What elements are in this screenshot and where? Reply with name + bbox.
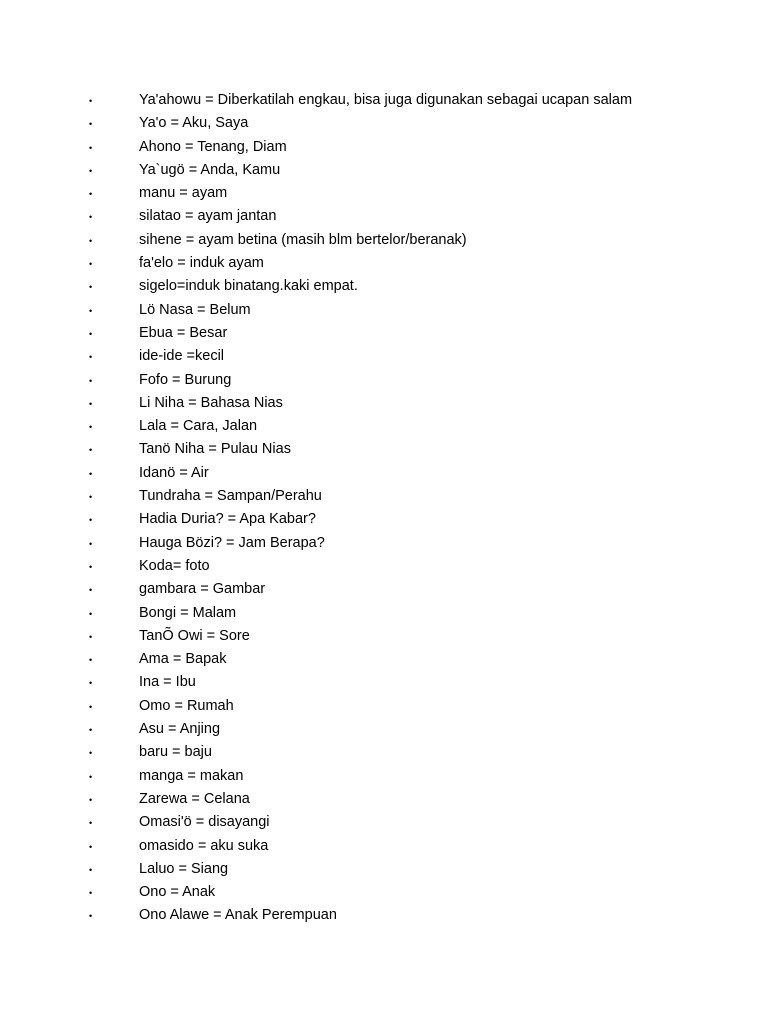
list-item [0, 485, 768, 508]
list-item [0, 741, 768, 764]
bullet-icon: • [89, 515, 93, 526]
bullet-icon: • [89, 96, 93, 106]
entry-text: silatao = ayam jantan [139, 208, 277, 225]
entry-text: Ebua = Besar [139, 324, 228, 341]
list-item [0, 182, 768, 205]
bullet-icon: • [89, 864, 93, 875]
list-item [0, 205, 768, 228]
entry-text: Fofo = Burung [139, 371, 232, 388]
list-item [0, 695, 768, 718]
entry-text: Lala = Cara, Jalan [139, 418, 258, 435]
entry-text: Li Niha = Bahasa Nias [139, 394, 283, 411]
list-item [0, 112, 768, 135]
list-item [0, 858, 768, 881]
list-item [0, 392, 768, 415]
entry-text: Idanö = Air [139, 464, 209, 481]
bullet-icon: • [89, 911, 93, 922]
list-item [0, 322, 768, 345]
list-item [0, 136, 768, 159]
list-item [0, 788, 768, 811]
list-item [0, 345, 768, 368]
entry-text: Omasi'ö = disayangi [139, 814, 270, 831]
list-item [0, 555, 768, 578]
entry-text: omasido = aku suka [139, 837, 269, 854]
list-item [0, 275, 768, 298]
list-item [0, 881, 768, 904]
entry-text: manu = ayam [139, 185, 228, 202]
bullet-icon: • [89, 212, 93, 223]
entry-text: Asu = Anjing [139, 721, 221, 738]
entry-text: baru = baju [139, 744, 212, 761]
entry-text: fa'elo = induk ayam [139, 255, 264, 272]
bullet-icon: • [89, 725, 93, 736]
bullet-icon: • [89, 352, 93, 363]
list-item [0, 369, 768, 392]
bullet-icon: • [89, 794, 93, 805]
vocabulary-list [0, 89, 768, 928]
list-item [0, 718, 768, 741]
list-item [0, 89, 768, 112]
bullet-icon: • [89, 398, 93, 409]
list-item [0, 299, 768, 322]
entry-text: Omo = Rumah [139, 697, 234, 714]
bullet-icon: • [89, 631, 93, 642]
entry-text: Ono = Anak [139, 884, 216, 901]
entry-text: Zarewa = Celana [139, 790, 250, 807]
entry-text: Bongi = Malam [139, 604, 237, 621]
bullet-icon: • [89, 259, 93, 270]
list-item [0, 904, 768, 927]
list-item [0, 532, 768, 555]
bullet-icon: • [89, 818, 93, 829]
bullet-icon: • [89, 189, 93, 200]
entry-text: ide-ide =kecil [139, 348, 225, 365]
entry-text: Ya`ugö = Anda, Kamu [139, 161, 281, 178]
list-item [0, 159, 768, 182]
list-item [0, 415, 768, 438]
list-item [0, 625, 768, 648]
entry-text: Koda= foto [139, 557, 210, 574]
entry-text: sigelo=induk binatang.kaki empat. [139, 278, 358, 295]
list-item [0, 671, 768, 694]
entry-text: Hauga Bözi? = Jam Berapa? [139, 534, 325, 551]
entry-text: gambara = Gambar [139, 581, 266, 598]
list-item [0, 765, 768, 788]
bullet-icon: • [89, 888, 93, 899]
bullet-icon: • [89, 422, 93, 433]
bullet-icon: • [89, 165, 93, 176]
entry-text: Ya'o = Aku, Saya [139, 115, 249, 132]
entry-text: Hadia Duria? = Apa Kabar? [139, 511, 316, 528]
entry-text: Ono Alawe = Anak Perempuan [139, 907, 337, 924]
bullet-icon: • [89, 701, 93, 712]
list-item [0, 438, 768, 461]
list-item [0, 508, 768, 531]
entry-text: sihene = ayam betina (masih blm bertelor/beranak) [139, 231, 467, 248]
bullet-icon: • [89, 678, 93, 689]
bullet-icon: • [89, 841, 93, 852]
list-item [0, 602, 768, 625]
bullet-icon: • [89, 445, 93, 456]
bullet-icon: • [89, 655, 93, 666]
list-item [0, 229, 768, 252]
bullet-icon: • [89, 375, 93, 386]
bullet-icon: • [89, 468, 93, 479]
bullet-icon: • [89, 328, 93, 339]
list-item [0, 578, 768, 601]
entry-text: Ama = Bapak [139, 651, 227, 668]
entry-text: Ina = Ibu [139, 674, 196, 691]
bullet-icon: • [89, 305, 93, 316]
bullet-icon: • [89, 282, 93, 293]
entry-text: Tundraha = Sampan/Perahu [139, 488, 322, 505]
bullet-icon: • [89, 771, 93, 782]
list-item [0, 648, 768, 671]
bullet-icon: • [89, 492, 93, 503]
list-item [0, 252, 768, 275]
entry-text: Lö Nasa = Belum [139, 301, 251, 318]
entry-text: Tanö Niha = Pulau Nias [139, 441, 291, 458]
bullet-icon: • [89, 608, 93, 619]
bullet-icon: • [89, 538, 93, 549]
bullet-icon: • [89, 142, 93, 153]
bullet-icon: • [89, 119, 93, 130]
list-item [0, 835, 768, 858]
list-item [0, 811, 768, 834]
bullet-icon: • [89, 585, 93, 596]
bullet-icon: • [89, 748, 93, 759]
entry-text: TanÕ Owi = Sore [139, 627, 250, 644]
entry-text: manga = makan [139, 767, 244, 784]
bullet-icon: • [89, 235, 93, 246]
list-item [0, 462, 768, 485]
entry-text: Ya'ahowu = Diberkatilah engkau, bisa juga digunakan sebagai ucapan salam [139, 92, 633, 108]
entry-text: Ahono = Tenang, Diam [139, 138, 287, 155]
bullet-icon: • [89, 561, 93, 572]
entry-text: Laluo = Siang [139, 860, 229, 877]
